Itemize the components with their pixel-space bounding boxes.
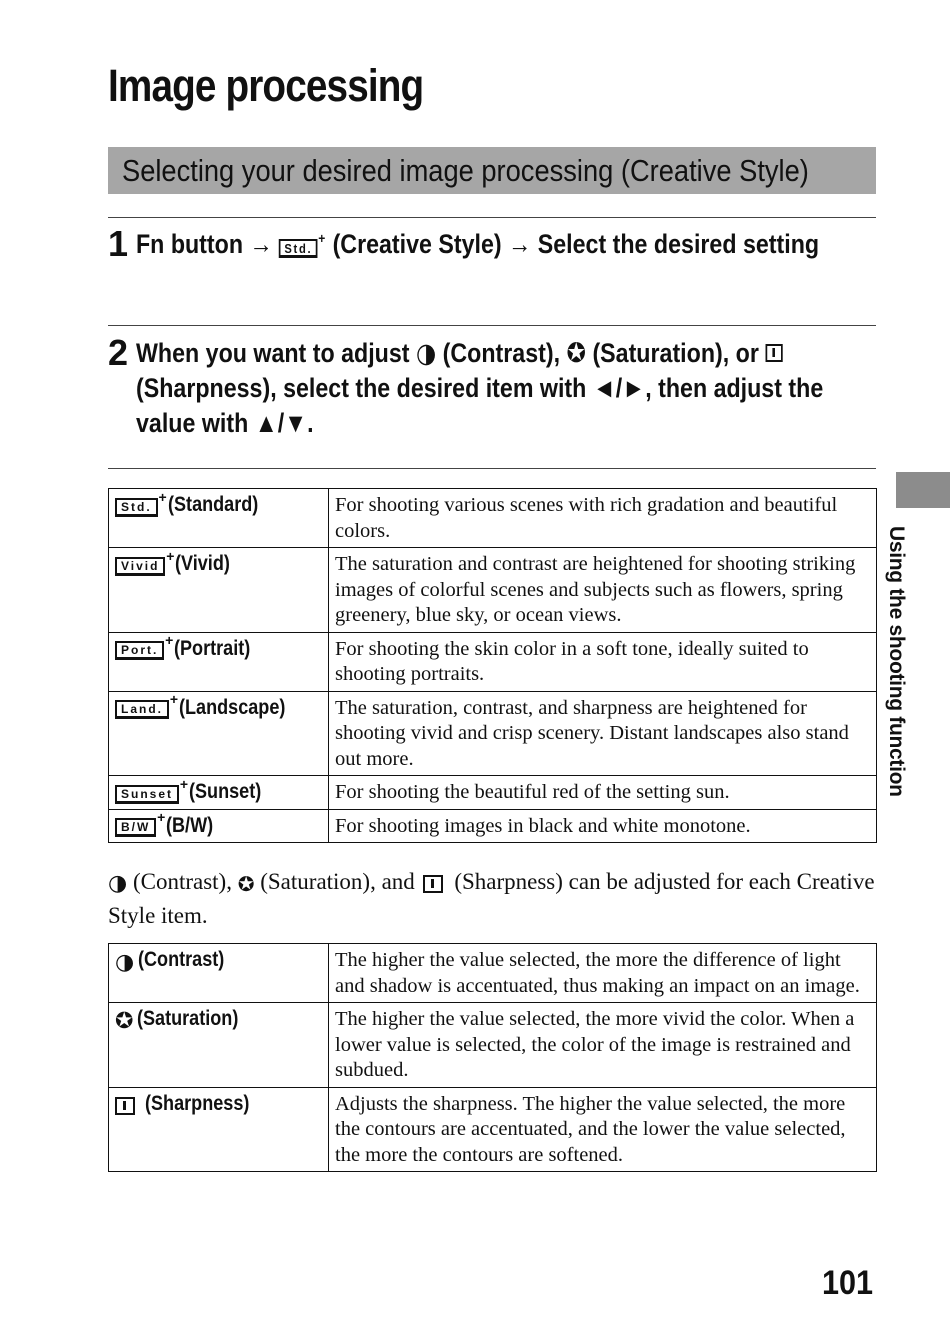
divider (108, 468, 876, 469)
step-number: 2 (108, 332, 129, 373)
step-number: 1 (108, 223, 129, 264)
adjust-name-cell (109, 1087, 329, 1172)
adjust-name-cell (109, 944, 329, 1003)
step-text (136, 227, 858, 262)
adjust-description: The higher the value selected, the more vivid the color. When a lower value is selected, the color of the image is restrained and subdued. (329, 1003, 877, 1088)
creative-style-icon: Sunset + (115, 785, 179, 804)
style-name-cell (109, 548, 329, 633)
creative-style-icon: Std. + (115, 498, 158, 517)
style-name-cell (109, 489, 329, 548)
adjust-description: Adjusts the sharpness. The higher the value selected, the more the contours are accentuated, and the lower the value selected, the more the contours are softened. (329, 1087, 877, 1172)
style-label: (Vivid) (175, 552, 231, 575)
style-name-cell (109, 632, 329, 691)
adjust-name-cell (109, 1003, 329, 1088)
table-row (109, 809, 877, 843)
style-description: For shooting images in black and white monotone. (329, 809, 877, 843)
note-saturation: (Saturation), and (260, 869, 415, 894)
style-label: (Standard) (167, 493, 258, 516)
table-row (109, 489, 877, 548)
adjustment-note (108, 866, 898, 932)
adjust-label: (Sharpness) (145, 1091, 250, 1115)
style-label: (Landscape) (179, 695, 286, 719)
creative-style-std-icon: Std. + (279, 239, 317, 258)
side-tab-marker (896, 472, 950, 508)
creative-style-icon: Vivid + (115, 557, 165, 576)
table-row (109, 548, 877, 633)
creative-style-icon: Port. + (115, 641, 164, 660)
contrast-label: (Contrast), (442, 338, 561, 368)
page-number: 101 (822, 1264, 874, 1302)
page-title: Image processing (108, 60, 424, 111)
contrast-icon: ◑ (415, 338, 437, 369)
adjust-description: The higher the value selected, the more the difference of light and shadow is accentuated, thus making an impact on an image. (329, 944, 877, 1003)
style-description: The saturation and contrast are heightened for shooting striking images of colorful scenes and subjects such as flowers, spring greenery, blue sky, or ocean views. (329, 548, 877, 633)
style-label: (B/W) (166, 813, 214, 837)
creative-style-table (108, 488, 877, 843)
style-description: For shooting the skin color in a soft tone, ideally suited to shooting portraits. (329, 632, 877, 691)
saturation-icon: ✪ (237, 871, 255, 896)
style-label: (Sunset) (189, 780, 262, 803)
style-description: For shooting the beautiful red of the setting sun. (329, 776, 877, 810)
table-row (109, 1003, 877, 1088)
style-name-cell (109, 776, 329, 810)
creative-style-label: (Creative Style) (332, 229, 502, 259)
section-heading-bar (108, 147, 876, 194)
adjust-label: (Saturation) (137, 1007, 239, 1030)
style-name-cell (109, 691, 329, 776)
arrow-icon: → (508, 229, 532, 259)
step-text (136, 336, 858, 441)
divider (108, 325, 876, 326)
style-label: (Portrait) (174, 636, 251, 660)
step-text-part: (Sharpness), select the desired item with ◄/►, then adjust the value with ▲/▼. (136, 373, 824, 438)
sharpness-icon (423, 875, 443, 893)
fn-button-label: Fn button (136, 229, 244, 259)
sharpness-icon (115, 1097, 135, 1115)
table-row (109, 632, 877, 691)
creative-style-icon: Land. + (115, 700, 169, 719)
saturation-icon: ✪ (566, 338, 586, 369)
table-row (109, 776, 877, 810)
table-row (109, 1087, 877, 1172)
adjustment-table (108, 943, 877, 1172)
saturation-label: (Saturation), or (592, 338, 759, 368)
table-row (109, 944, 877, 1003)
style-name-cell (109, 809, 329, 843)
divider (108, 217, 876, 218)
arrow-icon: → (249, 229, 273, 259)
note-contrast: (Contrast), (132, 869, 232, 894)
style-description: The saturation, contrast, and sharpness are heightened for shooting vivid and crisp scenery. Distant landscapes also stand out more. (329, 691, 877, 776)
saturation-icon: ✪ (115, 1008, 134, 1034)
contrast-icon: ◑ (115, 949, 135, 975)
select-setting-text: Select the desired setting (537, 229, 820, 259)
adjust-label: (Contrast) (138, 948, 225, 971)
note-rest: (Sharpness) can be adjusted for each Creative Style item. (108, 869, 875, 928)
style-description: For shooting various scenes with rich gradation and beautiful colors. (329, 489, 877, 548)
contrast-icon: ◑ (108, 870, 128, 896)
step-text-part: When you want to adjust (136, 338, 410, 368)
table-row (109, 691, 877, 776)
sharpness-icon (765, 344, 782, 362)
creative-style-icon: B/W + (115, 818, 156, 837)
section-heading: Selecting your desired image processing (Creative Style) (122, 152, 809, 188)
